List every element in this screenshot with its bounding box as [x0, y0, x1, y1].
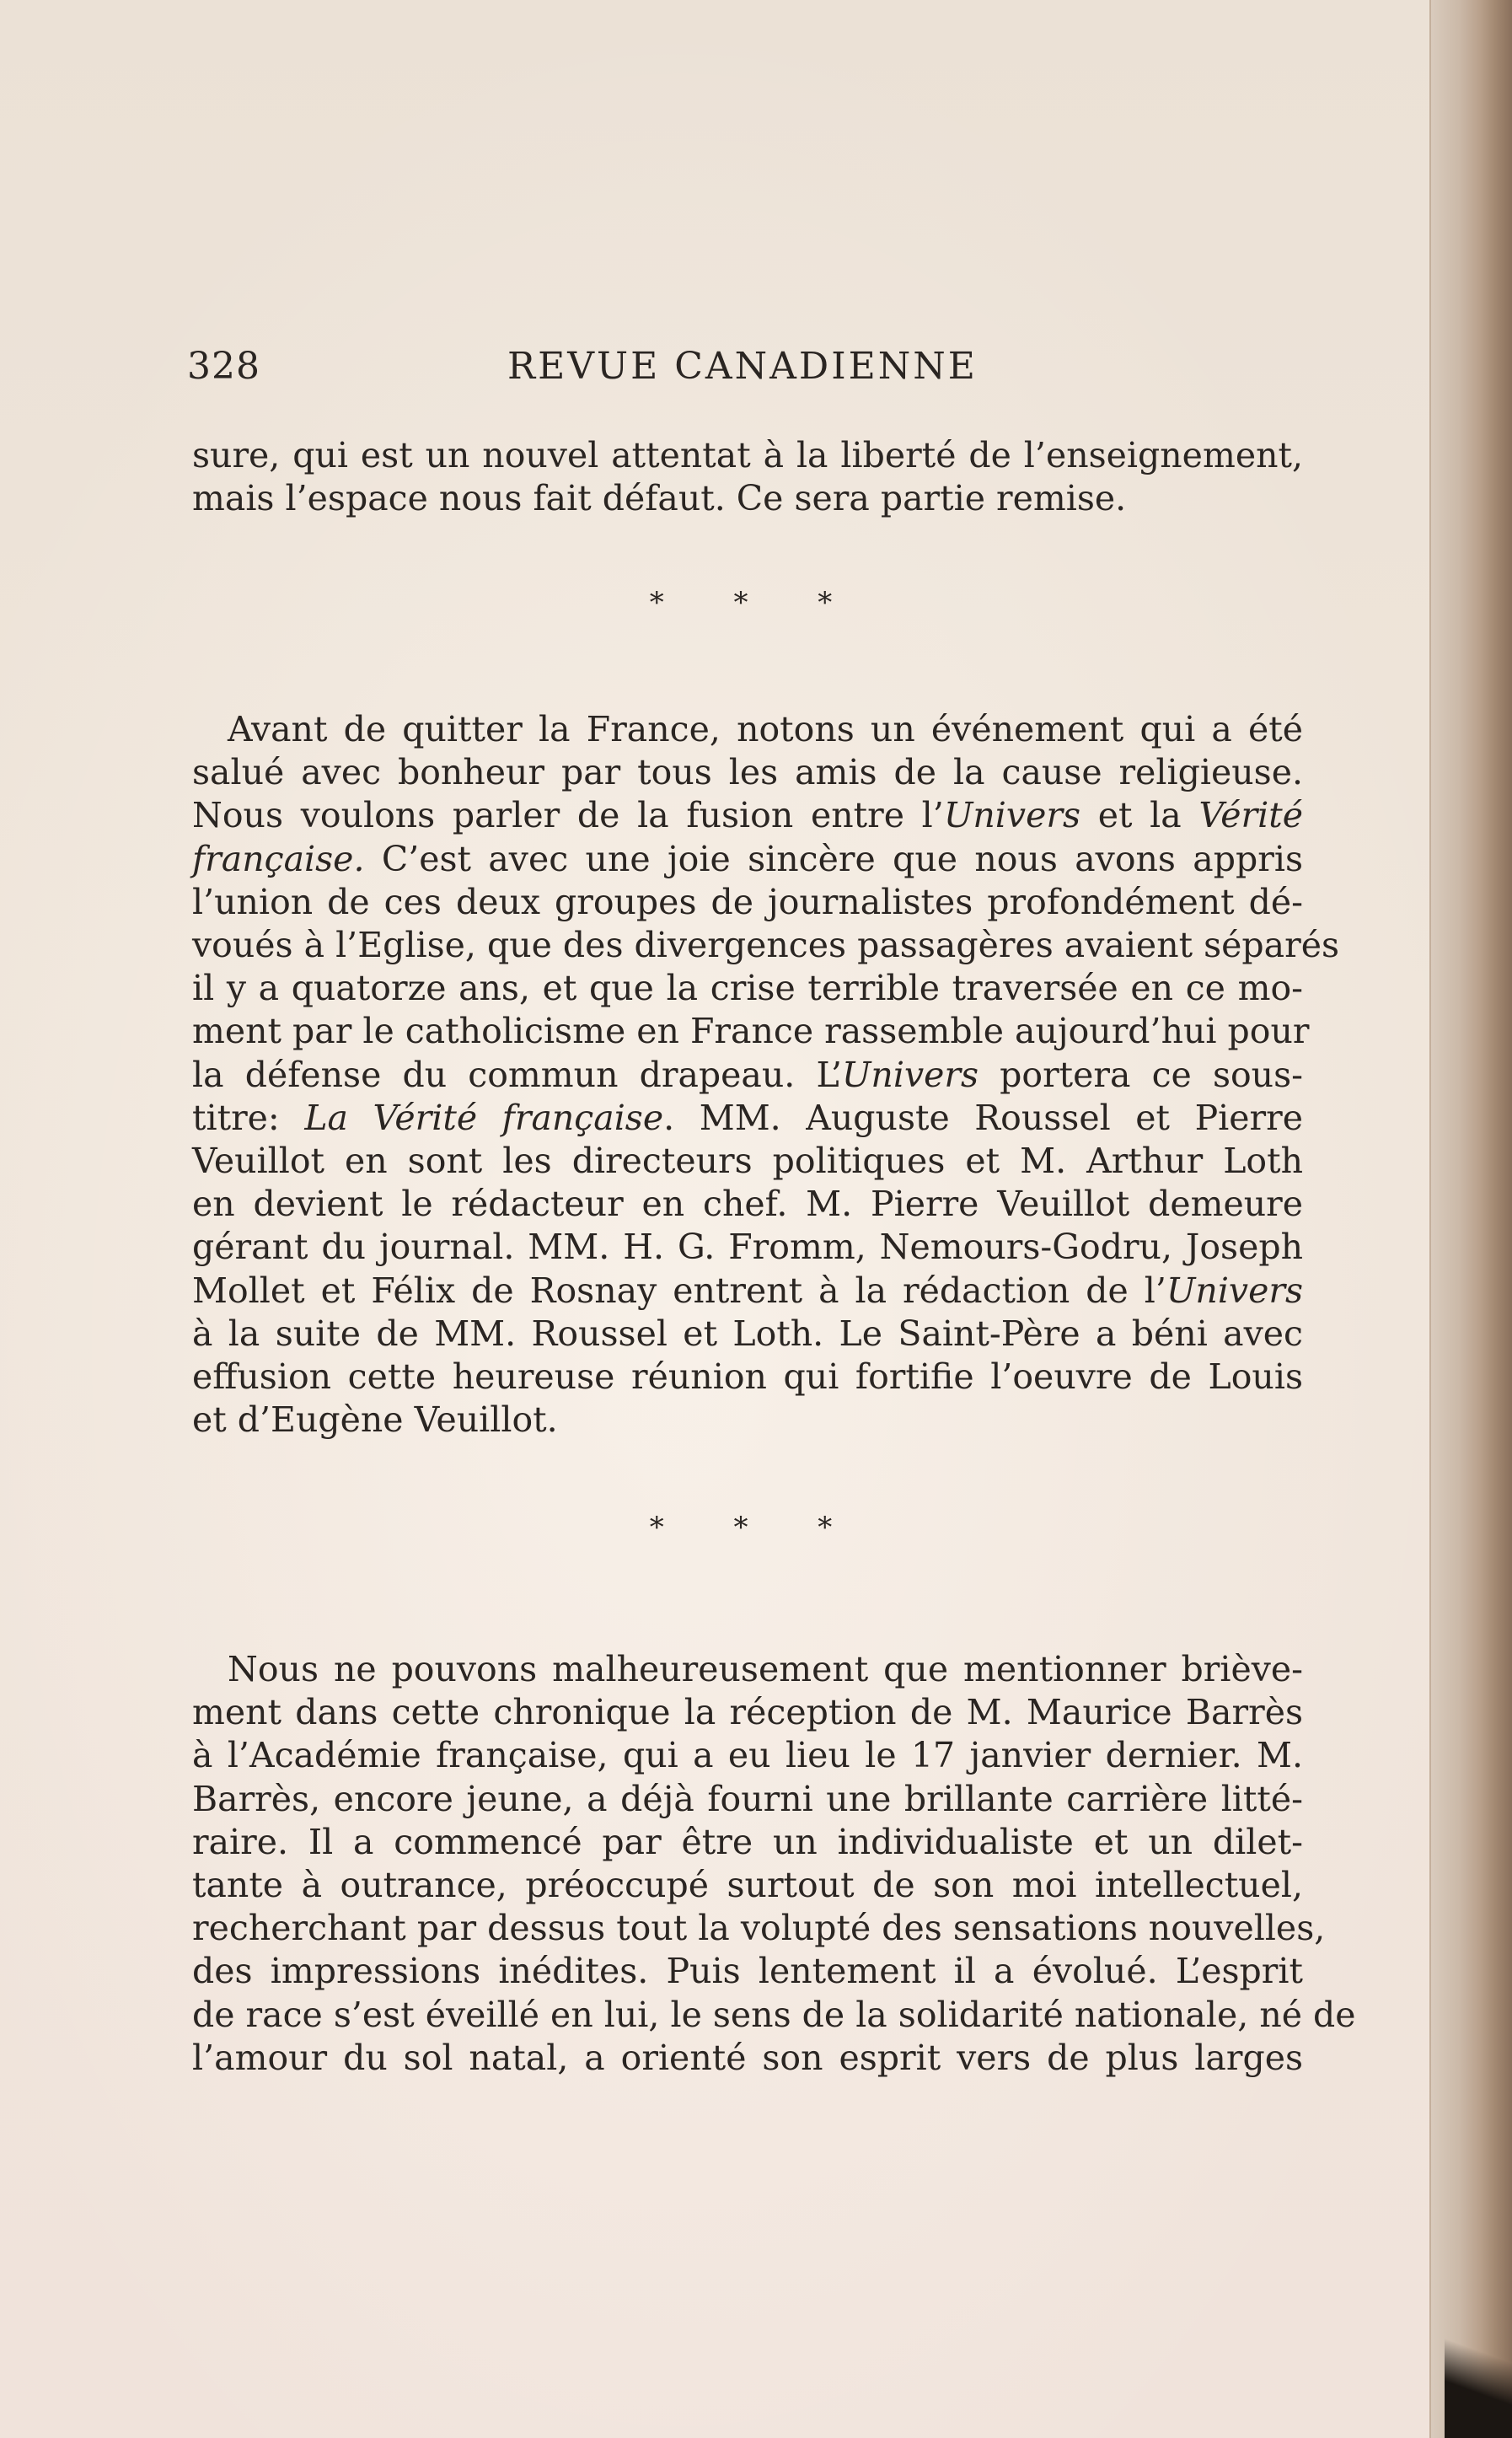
page-header: [187, 341, 1300, 392]
paragraph-1: [192, 434, 1303, 520]
text-line: Nous voulons parler de la fusion entre l’Univers et la Vérité: [192, 795, 1303, 836]
text-line: la défense du commun drapeau. L’Univers portera ce sous-: [192, 1054, 1303, 1095]
text-line: à la suite de MM. Roussel et Loth. Le Saint-Père a béni avec: [192, 1313, 1303, 1354]
section-separator: * * *: [649, 586, 863, 620]
text-line: tante à outrance, préoccupé surtout de son moi intellectuel,: [192, 1865, 1303, 1906]
page-number: 328: [187, 345, 260, 388]
text-line: ment par le catholicisme en France rassemble aujourd’hui pour: [192, 1011, 1310, 1052]
text-line: voués à l’Eglise, que des divergences passagères avaient séparés: [192, 925, 1340, 966]
text-line: l’amour du sol natal, a orienté son esprit vers de plus larges: [192, 2037, 1303, 2078]
text-line: Veuillot en sont les directeurs politiques et M. Arthur Loth: [192, 1141, 1303, 1182]
text-line: en devient le rédacteur en chef. M. Pierre Veuillot demeure: [192, 1184, 1303, 1225]
running-title: REVUE CANADIENNE: [507, 345, 978, 388]
text-line: sure, qui est un nouvel attentat à la liberté de l’enseignement,: [192, 435, 1303, 475]
text-line: à l’Académie française, qui a eu lieu le 17 janvier dernier. M.: [192, 1735, 1303, 1776]
text-line: Nous ne pouvons malheureusement que mentionner briève-: [228, 1649, 1303, 1689]
text-line: des impressions inédites. Puis lentement il a évolué. L’esprit: [192, 1951, 1303, 1992]
page-corner-shadow: [1445, 2320, 1512, 2438]
paragraph-2: [192, 708, 1340, 1442]
page-edge-shadow: [1429, 0, 1512, 2438]
section-separator: * * *: [649, 1511, 863, 1544]
text-line: effusion cette heureuse réunion qui fortifie l’oeuvre de Louis: [192, 1356, 1303, 1398]
paragraph-3: [192, 1648, 1356, 2080]
text-line: il y a quatorze ans, et que la crise terrible traversée en ce mo-: [192, 968, 1303, 1009]
text-line: l’union de ces deux groupes de journalistes profondément dé-: [192, 881, 1303, 922]
text-line: Barrès, encore jeune, a déjà fourni une brillante carrière litté-: [192, 1778, 1303, 1819]
text-line: Avant de quitter la France, notons un événement qui a été: [228, 709, 1303, 749]
text-line: titre: La Vérité française. MM. Auguste Roussel et Pierre: [192, 1097, 1303, 1138]
text-line: Mollet et Félix de Rosnay entrent à la rédaction de l’Univers: [192, 1270, 1303, 1311]
text-line: recherchant par dessus tout la volupté des sensations nouvelles,: [192, 1908, 1326, 1949]
text-line: et d’Eugène Veuillot.: [192, 1399, 558, 1441]
text-line: salué avec bonheur par tous les amis de la cause religieuse.: [192, 752, 1303, 793]
text-line: gérant du journal. MM. H. G. Fromm, Nemours-Godru, Joseph: [192, 1227, 1303, 1268]
text-line: de race s’est éveillé en lui, le sens de la solidarité nationale, né de: [192, 1994, 1356, 2035]
text-line: ment dans cette chronique la réception de M. Maurice Barrès: [192, 1692, 1303, 1733]
text-line: française. C’est avec une joie sincère que nous avons appris: [192, 838, 1303, 879]
text-line: raire. Il a commencé par être un individualiste et un dilet-: [192, 1821, 1303, 1862]
text-line: mais l’espace nous fait défaut. Ce sera partie remise.: [192, 478, 1127, 519]
